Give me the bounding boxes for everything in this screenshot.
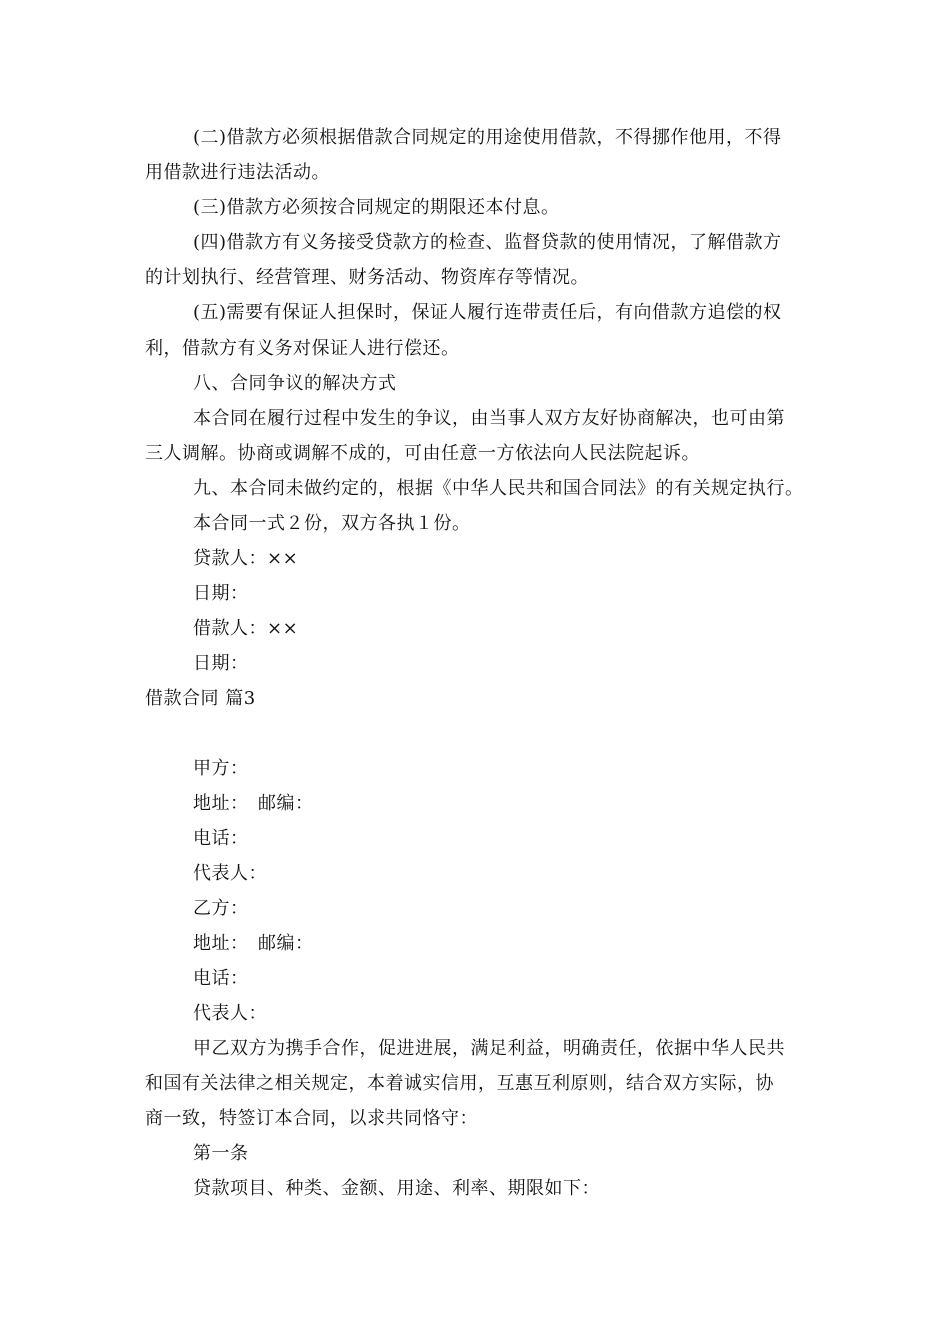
borrower-date-line: 日期：	[193, 653, 249, 674]
party-b-address: 地址： 邮编：	[193, 933, 314, 954]
paragraph-line: (五)需要有保证人担保时，保证人履行连带责任后，有向借款方追偿的权	[193, 302, 782, 323]
party-b-phone: 电话：	[193, 968, 249, 989]
paragraph-line: 本合同在履行过程中发生的争议，由当事人双方友好协商解决，也可由第	[193, 408, 785, 429]
paragraph-line: 三人调解。协商或调解不成的，可由任意一方依法向人民法院起诉。	[145, 443, 700, 464]
lender-date-line: 日期：	[193, 583, 249, 604]
party-a-phone: 电话：	[193, 828, 249, 849]
paragraph-line: 用借款进行违法活动。	[145, 162, 330, 183]
paragraph-line: 九、本合同未做约定的，根据《中华人民共和国合同法》的有关规定执行。	[193, 478, 804, 499]
paragraph-line: (四)借款方有义务接受贷款方的检查、监督贷款的使用情况，了解借款方	[193, 232, 782, 253]
borrower-signature-line: 借款人：××	[193, 618, 299, 639]
paragraph-line: (三)借款方必须按合同规定的期限还本付息。	[193, 197, 560, 218]
party-b-representative: 代表人：	[193, 1003, 267, 1024]
paragraph-line: 甲乙双方为携手合作，促进进展，满足利益，明确责任，依据中华人民共	[193, 1038, 785, 1059]
paragraph-line: (二)借款方必须根据借款合同规定的用途使用借款，不得挪作他用，不得	[193, 127, 782, 148]
paragraph-line: 商一致，特签订本合同，以求共同恪守：	[145, 1108, 478, 1129]
paragraph-line: 贷款项目、种类、金额、用途、利率、期限如下：	[193, 1178, 600, 1199]
article-heading: 第一条	[193, 1143, 249, 1164]
party-a-address: 地址： 邮编：	[193, 793, 314, 814]
paragraph-line: 和国有关法律之相关规定，本着诚实信用，互惠互利原则，结合双方实际，协	[145, 1073, 774, 1094]
paragraph-line: 利，借款方有义务对保证人进行偿还。	[145, 338, 460, 359]
section-title: 借款合同 篇3	[145, 688, 256, 709]
party-b-label: 乙方：	[193, 898, 249, 919]
lender-signature-line: 贷款人：××	[193, 548, 299, 569]
paragraph-line: 本合同一式２份，双方各执１份。	[193, 513, 471, 534]
party-a-representative: 代表人：	[193, 863, 267, 884]
party-a-label: 甲方：	[193, 758, 249, 779]
paragraph-line: 的计划执行、经营管理、财务活动、物资库存等情况。	[145, 267, 589, 288]
section-heading: 八、合同争议的解决方式	[193, 373, 397, 394]
